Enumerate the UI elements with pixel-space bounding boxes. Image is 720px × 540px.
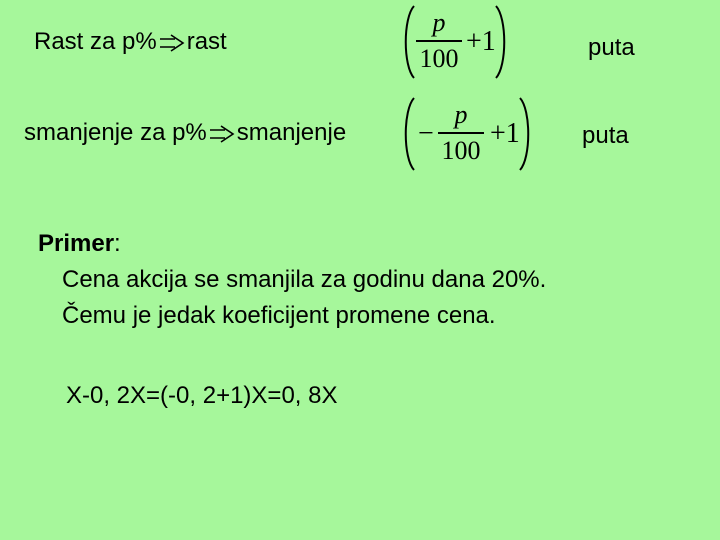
right-paren-icon <box>494 4 510 80</box>
example-line-2: Čemu je jedak koeficijent promene cena. <box>62 302 496 329</box>
fraction-bar <box>416 40 462 42</box>
right-paren-icon <box>518 96 534 172</box>
implies-arrow-icon <box>159 34 185 52</box>
decrease-left-text: smanjenje za p% <box>24 119 207 146</box>
decrease-rule-text <box>24 121 346 145</box>
growth-right-text: rast <box>186 28 227 55</box>
example-label: Primer <box>38 230 115 257</box>
decrease-minus-sign: − <box>418 118 434 149</box>
growth-plus-one: +1 <box>466 26 496 57</box>
growth-suffix: puta <box>588 34 635 61</box>
growth-numerator: p <box>432 8 446 37</box>
decrease-denominator: 100 <box>441 135 481 165</box>
decrease-suffix: puta <box>582 122 629 149</box>
decrease-right-text: smanjenje <box>236 119 347 146</box>
growth-denominator: 100 <box>419 43 459 73</box>
decrease-fraction <box>438 102 484 164</box>
fraction-bar <box>438 132 484 134</box>
example-solution: X-0, 2X=(-0, 2+1)X=0, 8X <box>66 382 338 409</box>
growth-fraction <box>416 10 462 72</box>
example-colon: : <box>114 230 121 257</box>
growth-formula <box>400 4 512 88</box>
decrease-plus-one: +1 <box>490 118 520 149</box>
implies-arrow-icon <box>209 125 235 143</box>
left-paren-icon <box>400 4 416 80</box>
growth-rule-text <box>34 30 227 54</box>
example-heading <box>38 232 121 256</box>
decrease-numerator: p <box>454 100 468 129</box>
growth-left-text: Rast za p% <box>34 28 157 55</box>
decrease-formula <box>400 96 536 180</box>
left-paren-icon <box>400 96 416 172</box>
example-line-1: Cena akcija se smanjila za godinu dana 20%. <box>62 266 547 293</box>
